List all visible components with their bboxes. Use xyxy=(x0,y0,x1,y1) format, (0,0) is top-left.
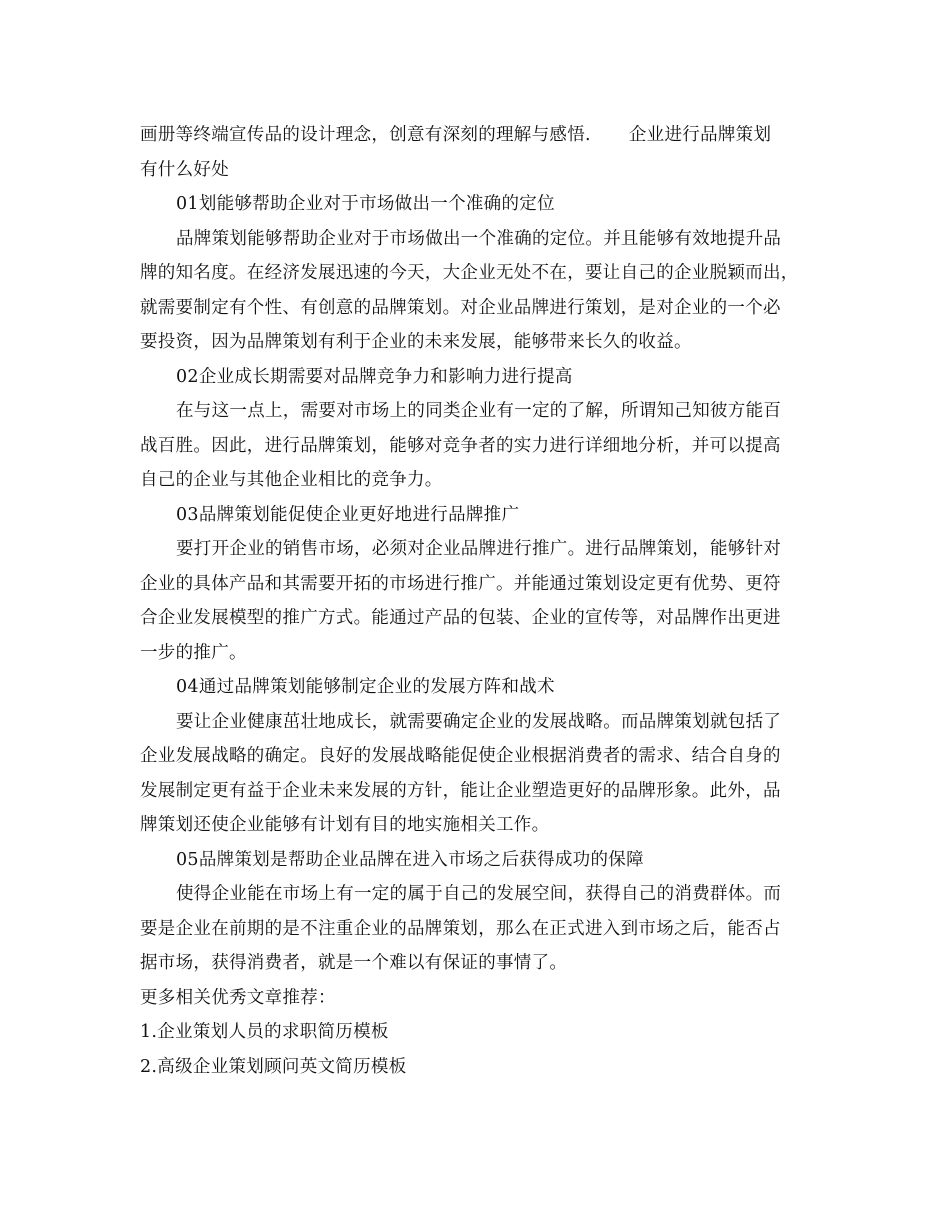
document-body xyxy=(140,118,820,1084)
recommend-title: 更多相关优秀文章推荐： xyxy=(140,987,336,1008)
body-line: 在与这一点上，需要对市场上的同类企业有一定的了解，所谓知己知彼方能百 xyxy=(176,401,782,421)
article-title-part1: 企业进行品牌策划 xyxy=(628,125,772,145)
recommend-list xyxy=(140,1015,820,1084)
body-line: 使得企业能在市场上有一定的属于自己的发展空间，获得自己的消费群体。而 xyxy=(176,884,782,904)
recommend-link[interactable]: 1.企业策划人员的求职简历模板 xyxy=(140,1022,389,1042)
section-heading: 01划能够帮助企业对于市场做出一个准确的定位 xyxy=(176,194,555,214)
body-line: 自己的企业与其他企业相比的竞争力。 xyxy=(140,470,443,490)
body-line: 合企业发展模型的推广方式。能通过产品的包装、企业的宣传等，对品牌作出更进 xyxy=(140,608,781,628)
section-body xyxy=(140,394,820,498)
intro-line xyxy=(140,118,820,153)
body-line: 企业的具体产品和其需要开拓的市场进行推广。并能通过策划设定更有优势、更符 xyxy=(140,573,781,594)
body-line: 企业发展战略的确定。良好的发展战略能促使企业根据消费者的需求、结合自身的 xyxy=(140,746,781,766)
section-heading: 02企业成长期需要对品牌竞争力和影响力进行提高 xyxy=(176,366,573,387)
section-heading: 03品牌策划能促使企业更好地进行品牌推广 xyxy=(176,504,520,525)
recommend-link[interactable]: 2.高级企业策划顾问英文简历模板 xyxy=(140,1056,407,1077)
body-line: 牌策划还使企业能够有计划有目的地实施相关工作。 xyxy=(140,815,550,835)
section-body xyxy=(140,877,820,981)
body-line: 牌的知名度。在经济发展迅速的今天，大企业无处不在，要让自己的企业脱颖而出， xyxy=(140,263,799,283)
body-line: 战百胜。因此，进行品牌策划，能够对竞争者的实力进行详细地分析，并可以提高 xyxy=(140,435,781,456)
body-line: 发展制定更有益于企业未来发展的方针，能让企业塑造更好的品牌形象。此外，品 xyxy=(140,780,781,801)
body-line: 要打开企业的销售市场，必须对企业品牌进行推广。进行品牌策划，能够针对 xyxy=(176,539,782,559)
section-heading: 05品牌策划是帮助企业品牌在进入市场之后获得成功的保障 xyxy=(176,849,644,870)
section-heading: 04通过品牌策划能够制定企业的发展方阵和战术 xyxy=(176,677,555,697)
body-line: 据市场，获得消费者，就是一个难以有保证的事情了。 xyxy=(140,953,568,973)
body-line: 就需要制定有个性、有创意的品牌策划。对企业品牌进行策划，是对企业的一个必 xyxy=(140,297,781,318)
intro-text: 画册等终端宣传品的设计理念，创意有深刻的理解与感悟. xyxy=(140,125,591,145)
article-title-continued: 有什么好处 xyxy=(140,159,229,180)
body-line: 一步的推广。 xyxy=(140,642,247,663)
body-line: 要让企业健康茁壮地成长，就需要确定企业的发展战略。而品牌策划就包括了 xyxy=(176,711,782,732)
section-body xyxy=(140,532,820,670)
section-body xyxy=(140,705,820,843)
body-line: 品牌策划能够帮助企业对于市场做出一个准确的定位。并且能够有效地提升品 xyxy=(176,228,782,249)
section-body xyxy=(140,222,820,360)
body-line: 要是企业在前期的是不注重企业的品牌策划，那么在正式进入到市场之后，能否占 xyxy=(140,918,781,939)
body-line: 要投资，因为品牌策划有利于企业的未来发展，能够带来长久的收益。 xyxy=(140,332,692,352)
